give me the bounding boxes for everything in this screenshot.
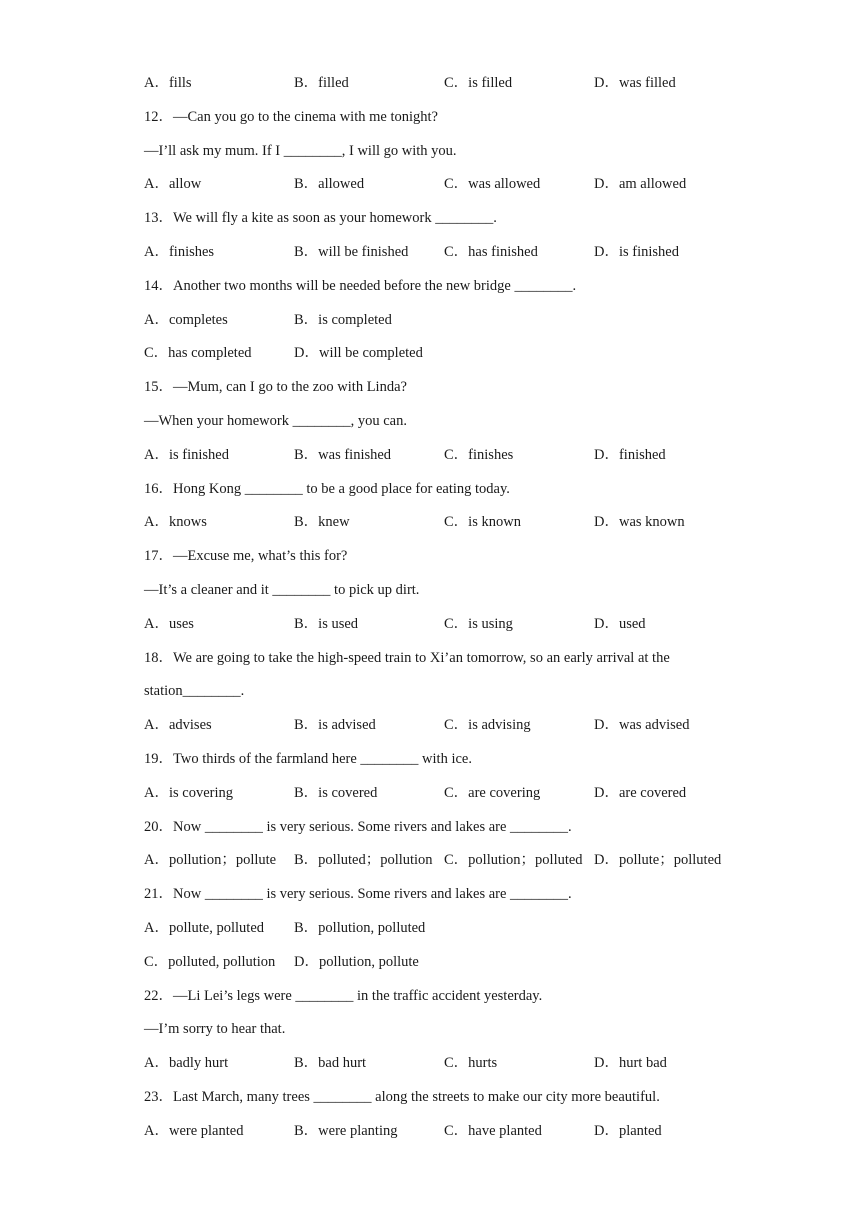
- answer-option: D．was filled: [594, 75, 676, 91]
- answer-option: C．have planted: [444, 1122, 542, 1139]
- answer-option: D．will be completed: [294, 345, 423, 362]
- answer-option: D．was advised: [594, 717, 690, 734]
- answer-option: C．is known: [444, 514, 521, 531]
- question-line: 15．—Mum, can I go to the zoo with Linda?: [144, 379, 407, 396]
- question-line: —It’s a cleaner and it ________ to pick up dirt.: [144, 582, 420, 598]
- answer-option: C．was allowed: [444, 176, 541, 193]
- question-line: 19．Two thirds of the farmland here ________ with ice.: [144, 751, 472, 767]
- answer-option: B．was finished: [294, 446, 392, 463]
- answer-option: B．is advised: [294, 717, 376, 734]
- question-line: 16．Hong Kong ________ to be a good place for eating today.: [144, 480, 510, 497]
- answer-option: D．was known: [594, 514, 685, 531]
- answer-option: B．will be finished: [294, 244, 409, 260]
- answer-option: C．is advising: [444, 717, 531, 734]
- answer-option: B．is used: [294, 615, 359, 632]
- answer-option: B．were planting: [294, 1122, 398, 1139]
- answer-option: B．is completed: [294, 311, 392, 328]
- question-line: 14．Another two months will be needed before the new bridge ________.: [144, 277, 577, 294]
- answer-option: B．is covered: [294, 784, 378, 801]
- answer-option: A．knows: [144, 514, 207, 531]
- answer-option: B．pollution, polluted: [294, 920, 426, 936]
- question-line: 17．—Excuse me, what’s this for?: [144, 548, 348, 565]
- answer-option: A．is covering: [144, 784, 233, 801]
- answer-option: D．used: [594, 615, 646, 632]
- answer-option: A．were planted: [144, 1122, 244, 1139]
- answer-option: D．is finished: [594, 244, 679, 260]
- question-line: 22．—Li Lei’s legs were ________ in the traffic accident yesterday.: [144, 987, 543, 1004]
- answer-option: D．pollution, pollute: [294, 953, 419, 970]
- question-line: 21．Now ________ is very serious. Some rivers and lakes are ________.: [144, 886, 572, 903]
- answer-option: C．pollution；polluted: [444, 852, 583, 869]
- question-line: 20．Now ________ is very serious. Some rivers and lakes are ________.: [144, 818, 572, 835]
- question-line: —I’ll ask my mum. If I ________, I will go with you.: [144, 142, 457, 159]
- answer-option: D．am allowed: [594, 176, 687, 193]
- question-line: 23．Last March, many trees ________ along the streets to make our city more beautiful.: [144, 1089, 660, 1105]
- answer-option: A．pollute, polluted: [144, 920, 265, 936]
- answer-option: D．are covered: [594, 784, 687, 801]
- answer-option: C．finishes: [444, 446, 514, 463]
- answer-option: D．pollute；polluted: [594, 852, 722, 869]
- answer-option: A．allow: [144, 176, 202, 193]
- answer-option: C．hurts: [444, 1055, 498, 1072]
- question-line: —I’m sorry to hear that.: [144, 1021, 286, 1038]
- answer-option: A．badly hurt: [144, 1055, 229, 1072]
- answer-option: A．advises: [144, 717, 212, 734]
- question-line: 18．We are going to take the high-speed train to Xi’an tomorrow, so an early arrival at the: [144, 649, 670, 666]
- answer-option: B．knew: [294, 514, 350, 531]
- answer-option: C．is filled: [444, 75, 513, 91]
- answer-option: B．filled: [294, 75, 349, 91]
- answer-option: B．bad hurt: [294, 1055, 367, 1072]
- answer-option: A．pollution；pollute: [144, 852, 277, 869]
- answer-option: C．are covering: [444, 784, 541, 801]
- answer-option: D．hurt bad: [594, 1055, 667, 1072]
- answer-option: B．polluted；pollution: [294, 852, 433, 869]
- answer-option: D．planted: [594, 1122, 662, 1139]
- answer-option: C．is using: [444, 615, 513, 632]
- answer-option: A．uses: [144, 615, 194, 632]
- answer-option: A．completes: [144, 311, 228, 328]
- question-line: station________.: [144, 683, 245, 700]
- answer-option: C．has finished: [444, 244, 538, 260]
- answer-option: A．is finished: [144, 446, 229, 463]
- answer-option: C．has completed: [144, 345, 252, 362]
- question-line: —When your homework ________, you can.: [144, 413, 407, 429]
- answer-option: A．fills: [144, 75, 192, 91]
- answer-option: A．finishes: [144, 244, 215, 260]
- answer-option: B．allowed: [294, 176, 365, 193]
- answer-option: C．polluted, pollution: [144, 953, 276, 970]
- question-line: 13．We will fly a kite as soon as your homework ________.: [144, 210, 497, 227]
- answer-option: D．finished: [594, 446, 666, 463]
- question-line: 12．—Can you go to the cinema with me tonight?: [144, 108, 438, 125]
